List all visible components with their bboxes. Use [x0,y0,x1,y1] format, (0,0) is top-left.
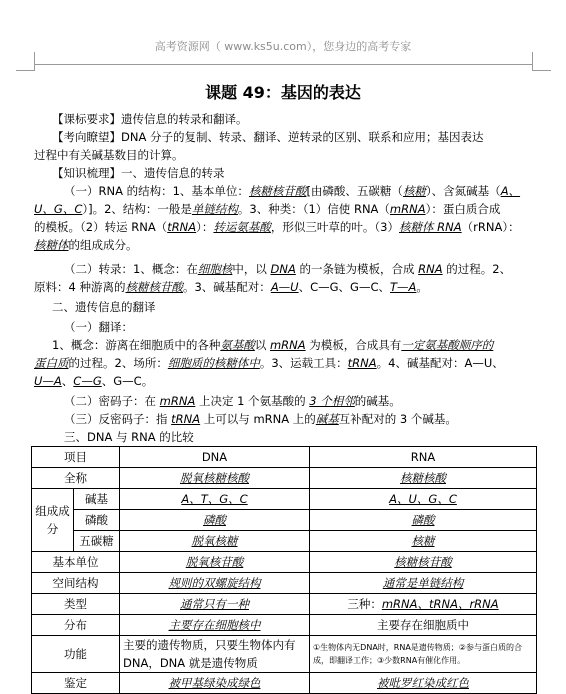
underlined-answer: RNA [418,262,443,276]
underlined-answer: 细胞质的核糖体中 [167,356,260,370]
text-line [34,298,552,316]
text-span: 、 [61,374,74,388]
dna-cell: 被甲基绿染成绿色 [120,673,310,694]
text-span: 三、DNA 与 RNA 的比较 [64,430,194,444]
text-line [34,354,534,372]
dna-cell: 脱氧核苷酸 [120,552,310,573]
table-row [32,552,537,573]
row-sublabel: 碱基 [74,489,120,510]
underlined-answer: tRNA [167,220,197,234]
underlined-answer: 核糖核苷酸 [248,184,307,198]
dna-cell: 磷酸 [120,510,310,531]
text-line [34,392,564,410]
dna-cell: 脱氧核糖核酸 [120,468,310,489]
header-item: 项目 [32,447,120,468]
text-span: 互补配对的 3 个碱基。 [338,412,457,426]
text-line [34,318,564,336]
text-span: 、G—C。 [101,374,154,388]
text-span: ）]。2、结构：一般是 [82,202,192,216]
table-row [32,615,537,636]
underlined-answer: 碱基 [315,412,339,426]
rna-cell: 核糖 [310,531,537,552]
text-span: 的过程。2、 [442,262,512,276]
dna-cell: A、T、G、C [120,489,310,510]
rna-cell: 核糖核酸 [310,468,537,489]
text-span: 的过程。2、场所： [68,356,168,370]
underlined-answer: 氨基酸 [220,338,255,352]
text-line [34,372,534,390]
row-label: 功能 [32,636,120,673]
table-row [32,510,537,531]
text-span: 。3、碱基配对： [182,280,271,294]
row-sublabel: 五碳糖 [74,531,120,552]
text-span: 中，以 [232,262,271,276]
dna-cell: 规则的双螺旋结构 [120,573,310,594]
dna-cell: 通常只有一种 [120,594,310,615]
underlined-answer: 核糖 [402,184,426,198]
underlined-answer: tRNA [171,412,201,426]
text-span: ）、含氮碱基（ [425,184,501,198]
text-span: 过程中有关碱基数目的计算。 [34,148,184,162]
row-sublabel: 磷酸 [74,510,120,531]
text-line [34,218,534,236]
table-row [32,573,537,594]
row-label: 分布 [32,615,120,636]
text-span: ）： [196,220,214,234]
text-span: （二）密码子：在 [64,394,160,408]
text-line [34,146,534,164]
table-row [32,594,537,615]
rna-cell: ①生物体内无DNA时，RNA是遗传物质；②参与蛋白质的合成，即翻译工作；③少数RNA有催化作用。 [310,636,537,673]
underlined-answer: 细胞核 [197,262,233,276]
underlined-answer: 核糖体 [34,238,69,252]
table-header-row [32,447,537,468]
dna-rna-comparison-table [31,446,537,694]
underlined-answer: 核糖核苷酸 [125,280,183,294]
underlined-answer: 3 个相邻 [309,394,355,408]
text-span: 1、概念：游离在细胞质中的各种 [52,338,221,352]
underlined-answer: mRNA [269,338,306,352]
underlined-answer: tRNA [347,356,377,370]
text-span: 【考向瞭望】DNA 分子的复制、转录、翻译、逆转录的区别、联系和应用；基因表达 [52,130,484,144]
underlined-answer: 一定氨基酸顺序的 [401,338,494,352]
text-span: 为模板，合成具有 [305,338,402,352]
text-span: 二、遗传信息的翻译 [52,300,156,314]
text-span: （一）RNA 的结构：1、基本单位： [64,184,249,198]
page-header: 高考资源网（ www.ks5u.com），您身边的高考专家 [154,40,412,53]
text-line [34,236,534,254]
text-span: 、C—G、G—C、 [298,280,390,294]
underlined-answer: C—G [73,374,102,388]
text-span: 。3、运载工具： [259,356,348,370]
underlined-answer: U—A [34,374,62,388]
text-line [34,200,534,218]
underlined-answer: mRNA [389,202,426,216]
header-rule [34,64,532,65]
dna-cell: 主要存在细胞核中 [120,615,310,636]
underlined-answer: A—U [270,280,299,294]
text-line [34,164,552,182]
underlined-answer: DNA [270,262,296,276]
text-span: 以 [254,338,270,352]
rna-types: mRNA、tRNA、rRNA [381,597,499,611]
group-label: 组成成分 [32,489,74,552]
text-span: 的一条链为模板，合成 [295,262,419,276]
crop-mark-left [16,52,35,71]
table-row [32,636,537,673]
row-label: 鉴定 [32,673,120,694]
text-span: [由磷酸、五碳糖（ [306,184,403,198]
text-line [34,260,564,278]
text-line [34,428,564,446]
text-span: （三）反密码子：指 [64,412,172,426]
text-span: （二）转录：1、概念：在 [64,262,198,276]
table-row [32,489,537,510]
text-span: 原料：4 种游离的 [34,280,126,294]
underlined-answer: 核糖体 RNA [399,220,462,234]
text-span: ）：蛋白质合成 [425,202,501,216]
text-span: 。 [416,280,428,294]
crop-mark-right [532,52,551,71]
text-span: 的碱基。 [354,394,401,408]
row-label: 类型 [32,594,120,615]
dna-cell: 脱氧核糖 [120,531,310,552]
rna-cell: 通常是单链结构 [310,573,537,594]
rna-types-prefix: 三种： [347,597,382,611]
text-span: 【知识梳理】一、遗传信息的转录 [52,166,225,180]
underlined-answer: 单链结构 [191,202,238,216]
text-line [34,336,552,354]
text-line [34,110,552,128]
text-span: 。4、碱基配对：A—U、 [376,356,504,370]
header-rna: RNA [310,447,537,468]
row-label: 基本单位 [32,552,120,573]
text-span: （rRNA）： [461,220,520,234]
rna-cell: A、U、G、C [310,489,537,510]
text-line [34,182,564,200]
text-span: （一）翻译： [64,320,133,334]
table-row [32,531,537,552]
dna-cell: 主要的遗传物质，只要生物体内有 DNA，DNA 就是遗传物质 [120,636,310,673]
text-span: ，形似三叶草的叶。（3） [270,220,399,234]
rna-cell: 被吡罗红染成红色 [310,673,537,694]
rna-cell [310,594,537,615]
text-span: 上可以与 mRNA 上的 [200,412,316,426]
text-span: 上决定 1 个氨基酸的 [195,394,310,408]
row-label: 空间结构 [32,573,120,594]
underlined-answer: U、G、C [34,202,83,216]
underlined-answer: 转运氨基酸 [213,220,271,234]
underlined-answer: T—A [390,280,417,294]
underlined-answer: mRNA [159,394,196,408]
rna-cell: 核糖核苷酸 [310,552,537,573]
row-label: 全称 [32,468,120,489]
underlined-answer: 蛋白质 [34,356,69,370]
text-span: 。3、种类：（1）信使 RNA（ [237,202,390,216]
rna-cell: 主要存在细胞质中 [310,615,537,636]
text-span: 【课标要求】遗传信息的转录和翻译。 [52,112,248,126]
header-dna: DNA [120,447,310,468]
text-line [34,410,564,428]
text-span: 的组成成分。 [68,238,138,252]
text-line [34,278,534,296]
page-title: 课题 49：基因的表达 [205,83,361,102]
table-row [32,468,537,489]
text-span: 的模板。（2）转运 RNA（ [34,220,168,234]
text-line [34,128,552,146]
underlined-answer: A、 [500,184,521,198]
rna-cell: 磷酸 [310,510,537,531]
